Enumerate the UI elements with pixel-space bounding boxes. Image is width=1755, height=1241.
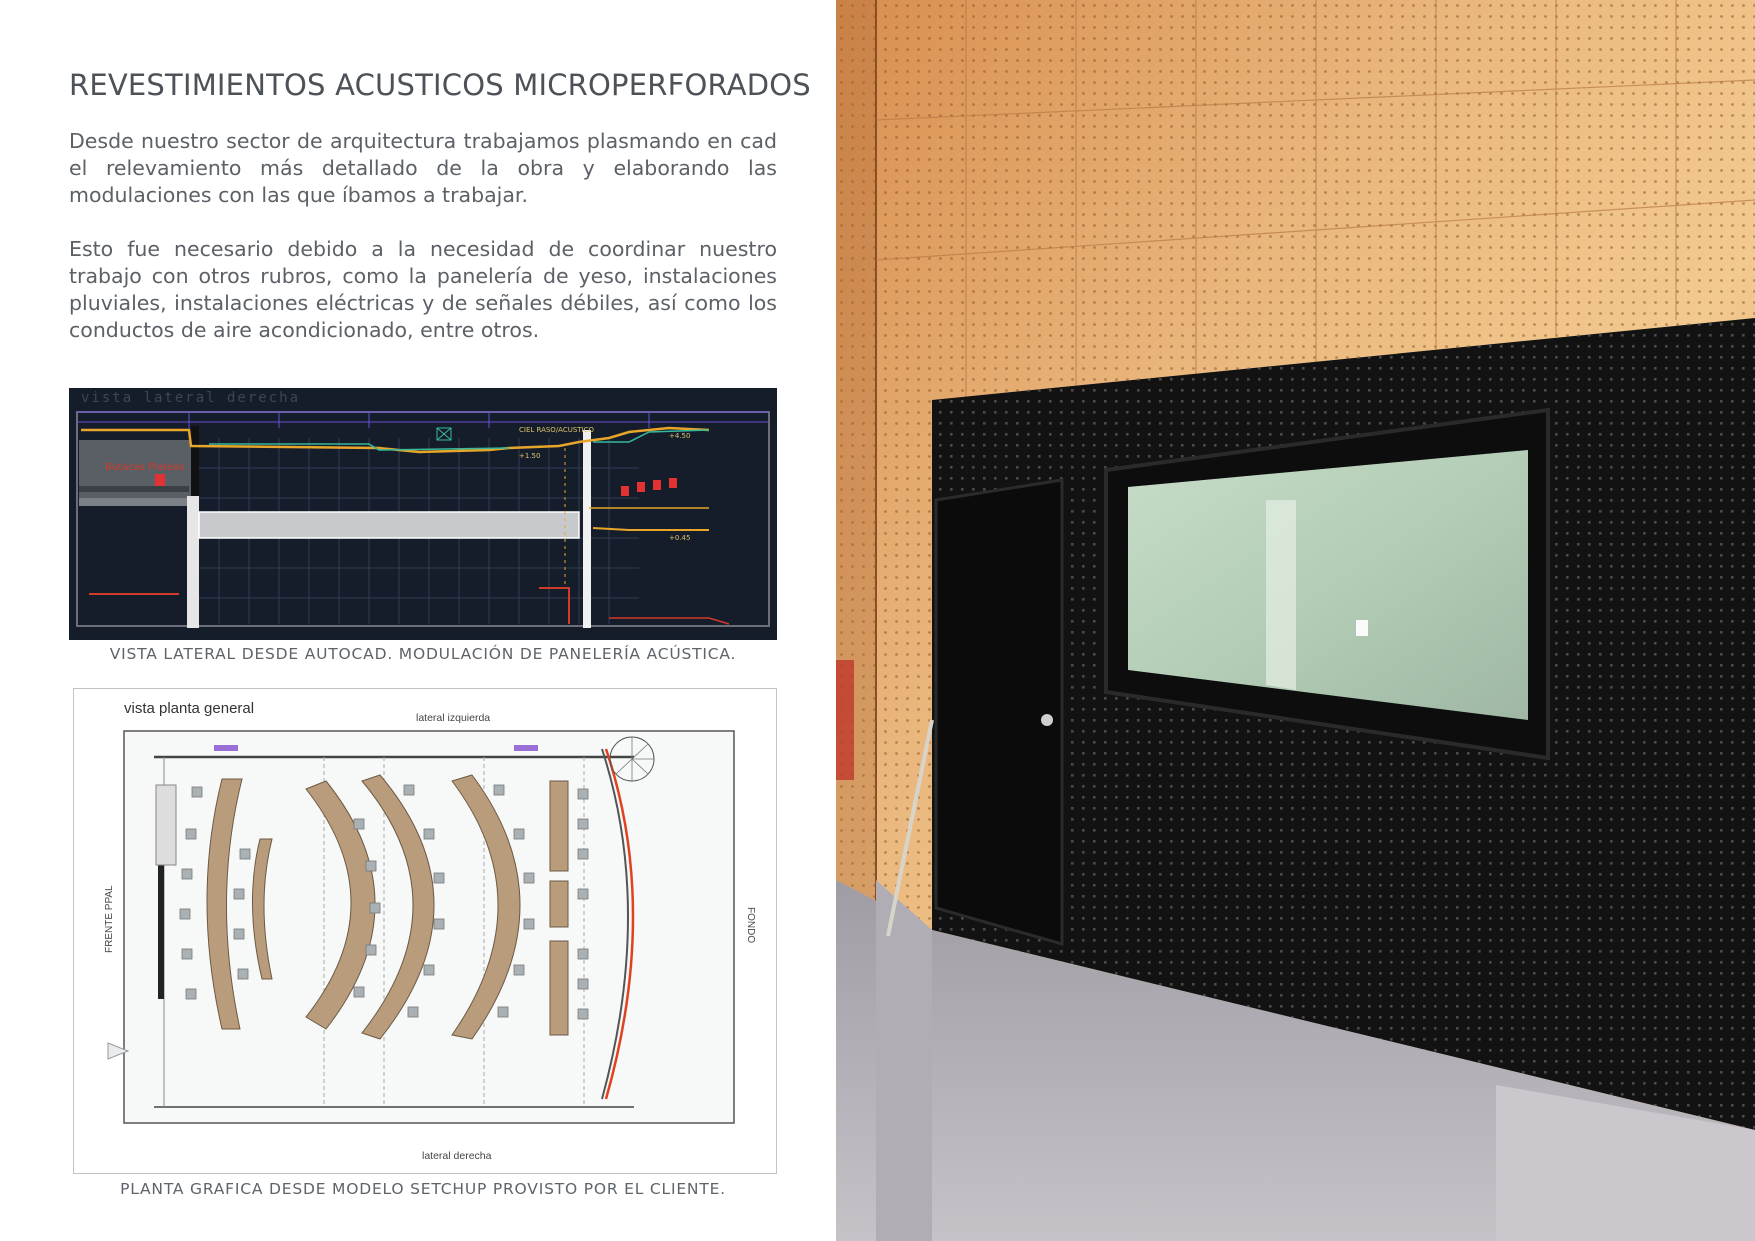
cad-note-label: CIEL RASO/ACUSTICO xyxy=(519,426,595,434)
cad-level-2: +1.50 xyxy=(519,452,541,460)
text-column xyxy=(0,0,836,1241)
plan-label-back: FONDO xyxy=(745,907,756,944)
cad-level-1: +4.50 xyxy=(669,432,691,440)
coordination-paragraph: Esto fue necesario debido a la necesidad de coordinar nuestro trabajo con otros rubros, como la panelería de yeso, instalaciones pluviales, instalaciones eléctricas y de señales débiles, así como los conductos de aire acondicionado, entre otros. xyxy=(69,237,777,342)
cad-drawing-svg xyxy=(69,388,777,640)
plan-heading: vista planta general xyxy=(124,700,255,717)
cad-level-3: +0.45 xyxy=(669,534,691,542)
floor-plan-view xyxy=(73,688,777,1174)
autocad-side-view xyxy=(69,388,777,640)
acoustic-wall-photo xyxy=(836,0,1755,1241)
cad-heading: vista lateral derecha xyxy=(81,390,301,406)
cad-red-label: Butacas Plateas xyxy=(105,462,185,473)
intro-paragraph: Desde nuestro sector de arquitectura trabajamos plasmando en cad el relevamiento más detallado de la obra y elaborando las modulaciones con las que íbamos a trabajar. xyxy=(69,129,777,207)
plan-drawing-svg xyxy=(74,689,776,1173)
plan-label-left: lateral izquierda xyxy=(416,712,491,724)
photo-svg xyxy=(836,0,1755,1241)
caption-plan: PLANTA GRAFICA DESDE MODELO SETCHUP PROVISTO POR EL CLIENTE. xyxy=(120,1180,726,1198)
page-title: REVESTIMIENTOS ACUSTICOS MICROPERFORADOS xyxy=(69,68,811,102)
caption-autocad: VISTA LATERAL DESDE AUTOCAD. MODULACIÓN DE PANELERÍA ACÚSTICA. xyxy=(109,645,737,663)
plan-label-front: FRENTE PPAL xyxy=(104,885,115,953)
plan-label-right: lateral derecha xyxy=(422,1150,492,1162)
